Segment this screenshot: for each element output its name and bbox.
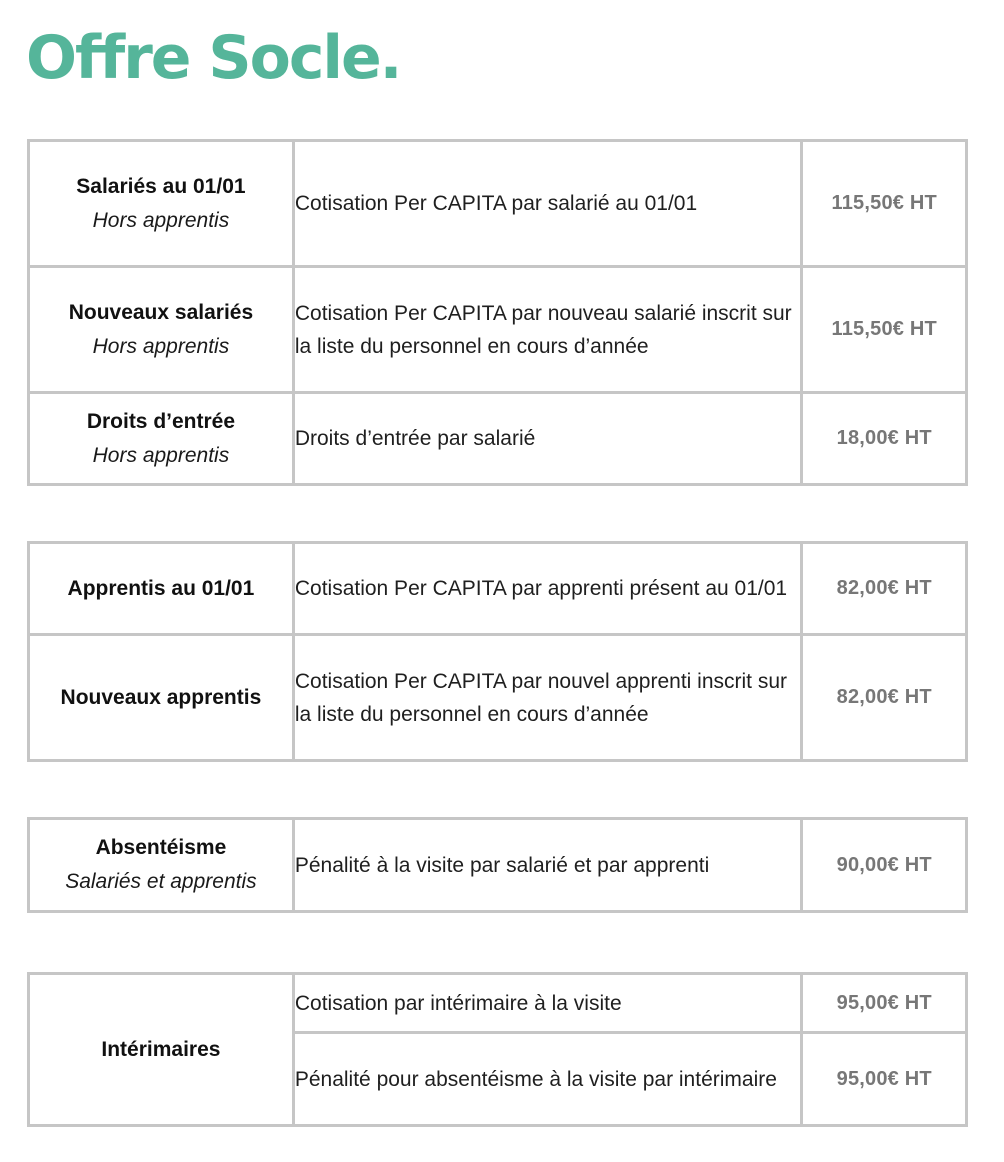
apprentices-pricing-table (27, 541, 968, 762)
category-name: Apprentis au 01/01 (67, 576, 255, 600)
description-cell: Pénalité pour absentéisme à la visite par intérimaire (293, 1033, 802, 1126)
category-subtitle: Salariés et apprentis (65, 870, 257, 893)
category-cell (29, 141, 294, 267)
category-cell (29, 635, 294, 761)
description-cell: Cotisation Per CAPITA par apprenti présent au 01/01 (293, 543, 802, 635)
table-row (29, 141, 967, 267)
table-row (29, 635, 967, 761)
category-cell (29, 393, 294, 485)
employees-pricing-table (27, 139, 968, 486)
price-cell: 115,50€ HT (802, 267, 967, 393)
category-name: Droits d’entrée (86, 409, 236, 433)
category-name: Nouveaux apprentis (60, 685, 262, 709)
category-cell (29, 267, 294, 393)
table-row (29, 819, 967, 912)
price-cell: 90,00€ HT (802, 819, 967, 912)
description-cell: Cotisation Per CAPITA par nouveau salarié inscrit sur la liste du personnel en cours d’année (293, 267, 802, 393)
category-subtitle: Hors apprentis (92, 443, 230, 467)
price-cell: 95,00€ HT (802, 974, 967, 1033)
description-cell: Pénalité à la visite par salarié et par apprenti (293, 819, 802, 912)
category-subtitle: Hors apprentis (92, 334, 230, 358)
page-title: Offre Socle. (26, 23, 401, 93)
table-row (29, 543, 967, 635)
absenteeism-pricing-table (27, 817, 968, 913)
category-cell (29, 819, 294, 912)
price-cell: 95,00€ HT (802, 1033, 967, 1126)
price-cell: 82,00€ HT (802, 543, 967, 635)
price-cell: 82,00€ HT (802, 635, 967, 761)
category-name: Absentéisme (95, 836, 227, 859)
category-subtitle: Hors apprentis (92, 208, 230, 232)
description-cell: Cotisation Per CAPITA par nouvel apprenti inscrit sur la liste du personnel en cours d’année (293, 635, 802, 761)
price-cell: 115,50€ HT (802, 141, 967, 267)
table-row (29, 267, 967, 393)
description-cell: Cotisation par intérimaire à la visite (293, 974, 802, 1033)
category-cell (29, 974, 294, 1126)
category-cell (29, 543, 294, 635)
temp-workers-pricing-table (27, 972, 968, 1127)
table-row (29, 393, 967, 485)
description-cell: Droits d’entrée par salarié (293, 393, 802, 485)
description-cell: Cotisation Per CAPITA par salarié au 01/01 (293, 141, 802, 267)
price-cell: 18,00€ HT (802, 393, 967, 485)
category-name: Nouveaux salariés (68, 300, 254, 324)
category-name: Salariés au 01/01 (76, 174, 246, 198)
category-name: Intérimaires (101, 1037, 221, 1061)
table-row (29, 974, 967, 1033)
